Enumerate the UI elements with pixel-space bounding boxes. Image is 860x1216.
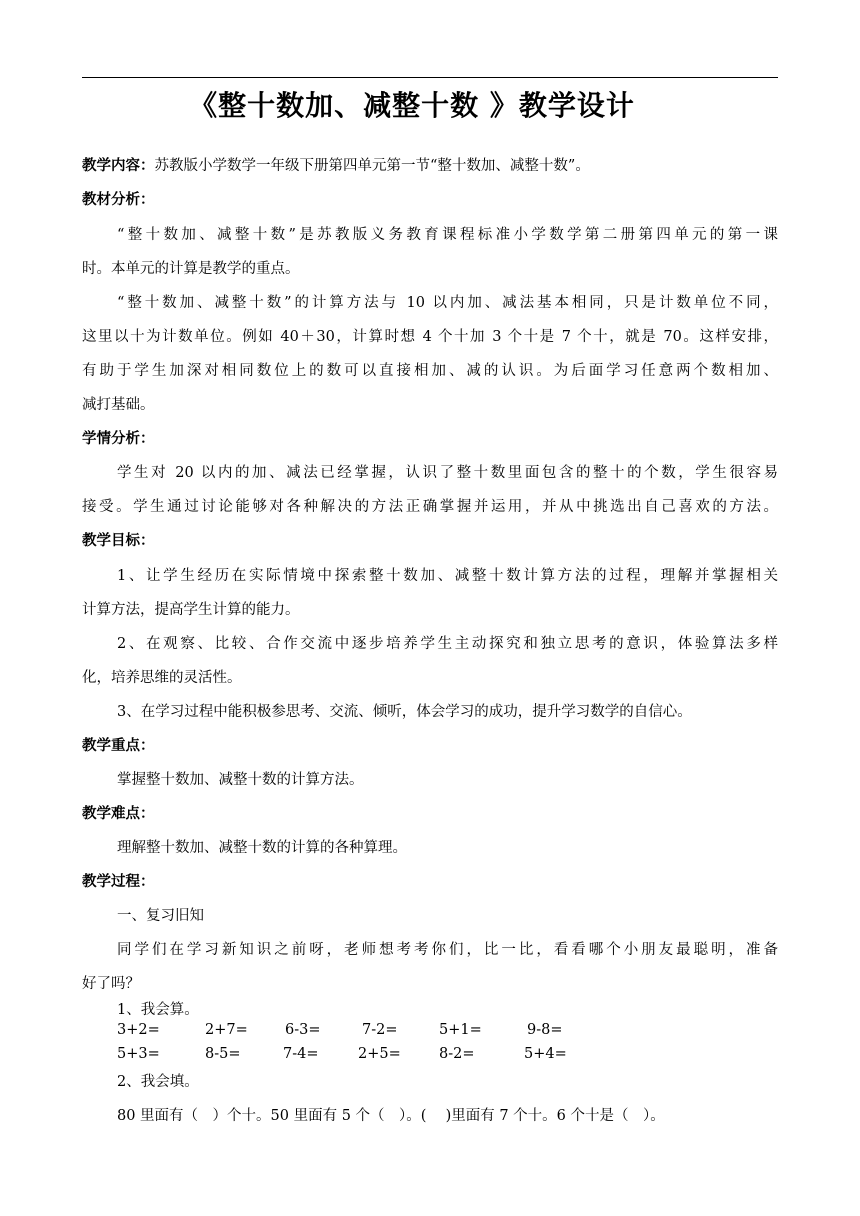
goal1-line2: 计算方法，提高学生计算的能力。 bbox=[82, 602, 300, 618]
analysis-para2-line1: “整十数加、减整十数”的计算方法与 10 以内加、减法基本相同，只是计数单位不同， bbox=[117, 295, 778, 311]
goal1-line1: 1、让学生经历在实际情境中探索整十数加、减整十数计算方法的过程，理解并掌握相关 bbox=[117, 568, 778, 584]
header-rule bbox=[82, 77, 778, 78]
process-intro-line2: 好了吗？ bbox=[82, 976, 140, 992]
content-text: 苏教版小学数学一年级下册第四单元第一节“整十数加、减整十数”。 bbox=[154, 158, 590, 174]
calc-item: 7-2= bbox=[362, 1022, 398, 1038]
calc-item: 8-5= bbox=[205, 1046, 241, 1062]
students-line1: 学生对 20 以内的加、减法已经掌握，认识了整十数里面包含的整十的个数，学生很容易 bbox=[117, 465, 778, 481]
process-task2: 2、我会填。 bbox=[117, 1074, 199, 1090]
process-section1: 一、复习旧知 bbox=[117, 908, 204, 924]
students-line2: 接受。学生通过讨论能够对各种解决的方法正确掌握并运用，并从中挑选出自己喜欢的方法。 bbox=[82, 499, 778, 515]
goals-label: 教学目标： bbox=[82, 533, 155, 549]
calc-item: 5+4= bbox=[524, 1046, 567, 1062]
calc-item: 6-3= bbox=[285, 1022, 321, 1038]
analysis-para2-line2: 这里以十为计数单位。例如 40＋30，计算时想 4 个十加 3 个十是 7 个十，就是 70。这样安排， bbox=[82, 329, 778, 345]
analysis-label: 教材分析： bbox=[82, 192, 155, 208]
calc-item: 5+1= bbox=[439, 1022, 482, 1038]
key-text: 掌握整十数加、减整十数的计算方法。 bbox=[117, 772, 364, 788]
goal3: 3、在学习过程中能积极参思考、交流、倾听，体会学习的成功，提升学习数学的自信心。 bbox=[117, 704, 692, 720]
process-task1: 1、我会算。 bbox=[117, 1002, 199, 1018]
calc-item: 7-4= bbox=[283, 1046, 319, 1062]
analysis-para2-line4: 减打基础。 bbox=[82, 397, 155, 413]
analysis-para1-line2: 时。本单元的计算是教学的重点。 bbox=[82, 261, 300, 277]
calc-item: 3+2= bbox=[117, 1022, 160, 1038]
difficult-text: 理解整十数加、减整十数的计算的各种算理。 bbox=[117, 840, 407, 856]
students-label: 学情分析： bbox=[82, 431, 155, 447]
calc-item: 5+3= bbox=[117, 1046, 160, 1062]
key-label: 教学重点： bbox=[82, 738, 155, 754]
difficult-label: 教学难点： bbox=[82, 806, 155, 822]
process-label: 教学过程： bbox=[82, 874, 155, 890]
goal2-line1: 2、在观察、比较、合作交流中逐步培养学生主动探究和独立思考的意识，体验算法多样 bbox=[117, 636, 778, 652]
content-label: 教学内容： bbox=[82, 158, 155, 174]
process-fill: 80 里面有（ ）个十。50 里面有 5 个（ ）。( )里面有 7 个十。6 个十是（ ）。 bbox=[117, 1108, 665, 1124]
analysis-para1-line1: “整十数加、减整十数”是苏教版义务教育课程标准小学数学第二册第四单元的第一课 bbox=[117, 227, 778, 243]
goal2-line2: 化，培养思维的灵活性。 bbox=[82, 670, 242, 686]
document-title: 《整十数加、减整十数 》教学设计 bbox=[189, 89, 635, 122]
calc-item: 2+5= bbox=[358, 1046, 401, 1062]
process-intro-line1: 同学们在学习新知识之前呀，老师想考考你们，比一比，看看哪个小朋友最聪明，准备 bbox=[117, 942, 778, 958]
calc-item: 2+7= bbox=[205, 1022, 248, 1038]
analysis-para2-line3: 有助于学生加深对相同数位上的数可以直接相加、减的认识。为后面学习任意两个数相加、 bbox=[82, 363, 778, 379]
calc-item: 9-8= bbox=[527, 1022, 563, 1038]
content-line bbox=[82, 156, 778, 176]
calc-item: 8-2= bbox=[439, 1046, 475, 1062]
